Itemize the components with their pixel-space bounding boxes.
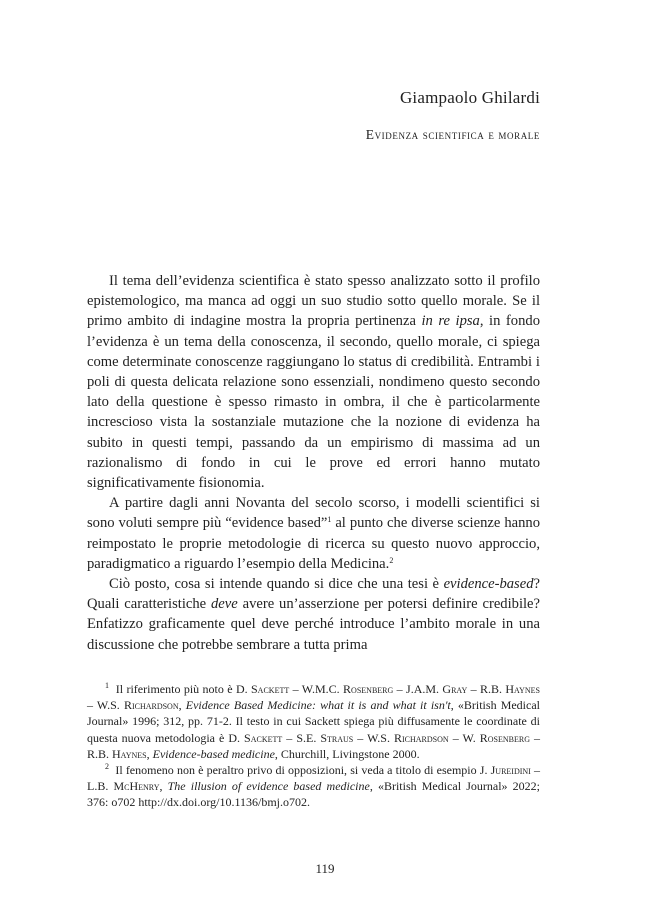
- author-name: Giampaolo Ghilardi: [399, 88, 540, 107]
- fn2-text: , «British Medical Journal» 2022; 376: o702 http://dx.doi.org/10.1136/bmj.o702.: [87, 779, 540, 810]
- paragraph-3: [87, 574, 540, 655]
- fn2-text: – L.B.: [87, 763, 541, 794]
- paragraph-3-text-c: avere un’asserzione per potersi definire credibile? Enfatizzo graficamente quel deve perché introduce l’ambito morale in una discussione che potrebbe sembrare a tutta prima: [87, 596, 541, 653]
- fn2-text: ,: [159, 779, 168, 794]
- paragraph-3-italic-1: evidence-based: [443, 576, 534, 593]
- fn1-work-title: Evidence Based Medicine: what it is and what it isn't: [185, 698, 451, 713]
- fn1-text: – W.S.: [353, 730, 394, 745]
- footnote-2: [87, 762, 540, 811]
- fn1-author: Rosenberg: [343, 682, 394, 696]
- footnotes: [87, 681, 540, 811]
- fn1-text: – W.S.: [87, 698, 124, 713]
- fn2-work-title: The illusion of evidence based medicine: [167, 779, 370, 794]
- paragraph-2-text-a: A partire dagli anni Novanta del secolo scorso, i modelli scientifici si sono voluti sempre più “evidence based”: [87, 495, 540, 532]
- paragraph-3-text-b: ? Quali caratteristiche: [87, 576, 540, 613]
- paragraph-1: [87, 271, 540, 493]
- fn1-author: Sackett: [244, 730, 283, 745]
- fn1-author: Straus: [320, 730, 354, 745]
- paragraph-3-italic-2: deve: [211, 596, 238, 613]
- fn1-text: – R.B.: [467, 682, 506, 696]
- fn1-text: ,: [178, 698, 186, 713]
- article-title: Evidenza scientifica e morale: [365, 127, 540, 142]
- paragraph-2-text-b: al punto che diverse scienze hanno reimpostato le proprie metodologie di ricerca su questo nuovo approccio, paradigmatico a riguardo l’esempio della Medicina.: [87, 515, 540, 572]
- fn1-author: Sackett: [251, 682, 290, 696]
- paragraph-1-text-a: Il tema dell’evidenza scientifica è stato spesso analizzato sotto il profilo epistemologico, ma manca ad oggi un suo studio sotto quello morale. Se il primo ambito di indagine mostra la propria pertinenza: [87, 273, 540, 330]
- fn2-author: McHenry: [113, 779, 160, 794]
- fn1-text: – R.B.: [87, 730, 540, 761]
- article-body: [87, 271, 540, 655]
- paragraph-2: [87, 493, 540, 574]
- paragraph-1-text-b: , in fondo l’evidenza è un tema della conoscenza, il secondo, quello morale, ci spiega come determinate conoscenze raggiungano lo status di credibilità. Entrambi i poli di questa delicata relazione sono essenziali, nondimeno questo secondo lato della questione è spesso rimasto in ombra, il che è particolarmente increscioso vista la sostanziale mutazione che la nozione di evidenza ha subito in questi tempi, passando da un empirismo di massima ad un razionalismo di fondo in cui le prove ed errori hanno mutato significativamente fisionomia.: [87, 313, 540, 492]
- fn1-text: , Churchill, Livingstone 2000.: [274, 746, 420, 761]
- fn1-text: Il riferimento più noto è D.: [115, 682, 251, 696]
- footnote-1-number: 1: [105, 681, 109, 690]
- fn1-author: Gray: [442, 682, 468, 696]
- fn1-author: Richardson: [393, 730, 449, 745]
- fn1-text: – J.A.M.: [393, 682, 443, 696]
- footnote-ref-2[interactable]: 2: [389, 555, 394, 565]
- fn1-author: Richardson: [123, 698, 179, 713]
- fn1-text: – W.M.C.: [289, 682, 344, 696]
- paragraph-1-italic: in re ipsa: [421, 313, 480, 330]
- paragraph-3-text-a: Ciò posto, cosa si intende quando si dice che una tesi è: [109, 576, 444, 593]
- footnote-1: [87, 681, 540, 762]
- fn1-work-title: Evidence-based medicine: [152, 746, 275, 761]
- fn1-text: – S.E.: [282, 730, 321, 745]
- footnote-ref-1[interactable]: 1: [327, 515, 332, 525]
- fn1-author: Rosenberg: [479, 730, 530, 745]
- fn1-text: , «British Medical Journal» 1996; 312, pp. 71-2. Il testo in cui Sackett spiega più diffusamente le coordinate di questa nuova metodologia è D.: [87, 698, 541, 745]
- footnote-2-number: 2: [105, 762, 109, 772]
- fn2-author: Jureidini: [490, 763, 531, 778]
- fn1-author: Haynes: [112, 746, 147, 761]
- page-number: 119: [315, 861, 335, 876]
- fn1-author: Haynes: [505, 682, 540, 696]
- fn1-text: – W.: [448, 730, 480, 745]
- fn2-text: Il fenomeno non è peraltro privo di opposizioni, si veda a titolo di esempio J.: [115, 763, 491, 778]
- fn1-text: ,: [146, 746, 153, 761]
